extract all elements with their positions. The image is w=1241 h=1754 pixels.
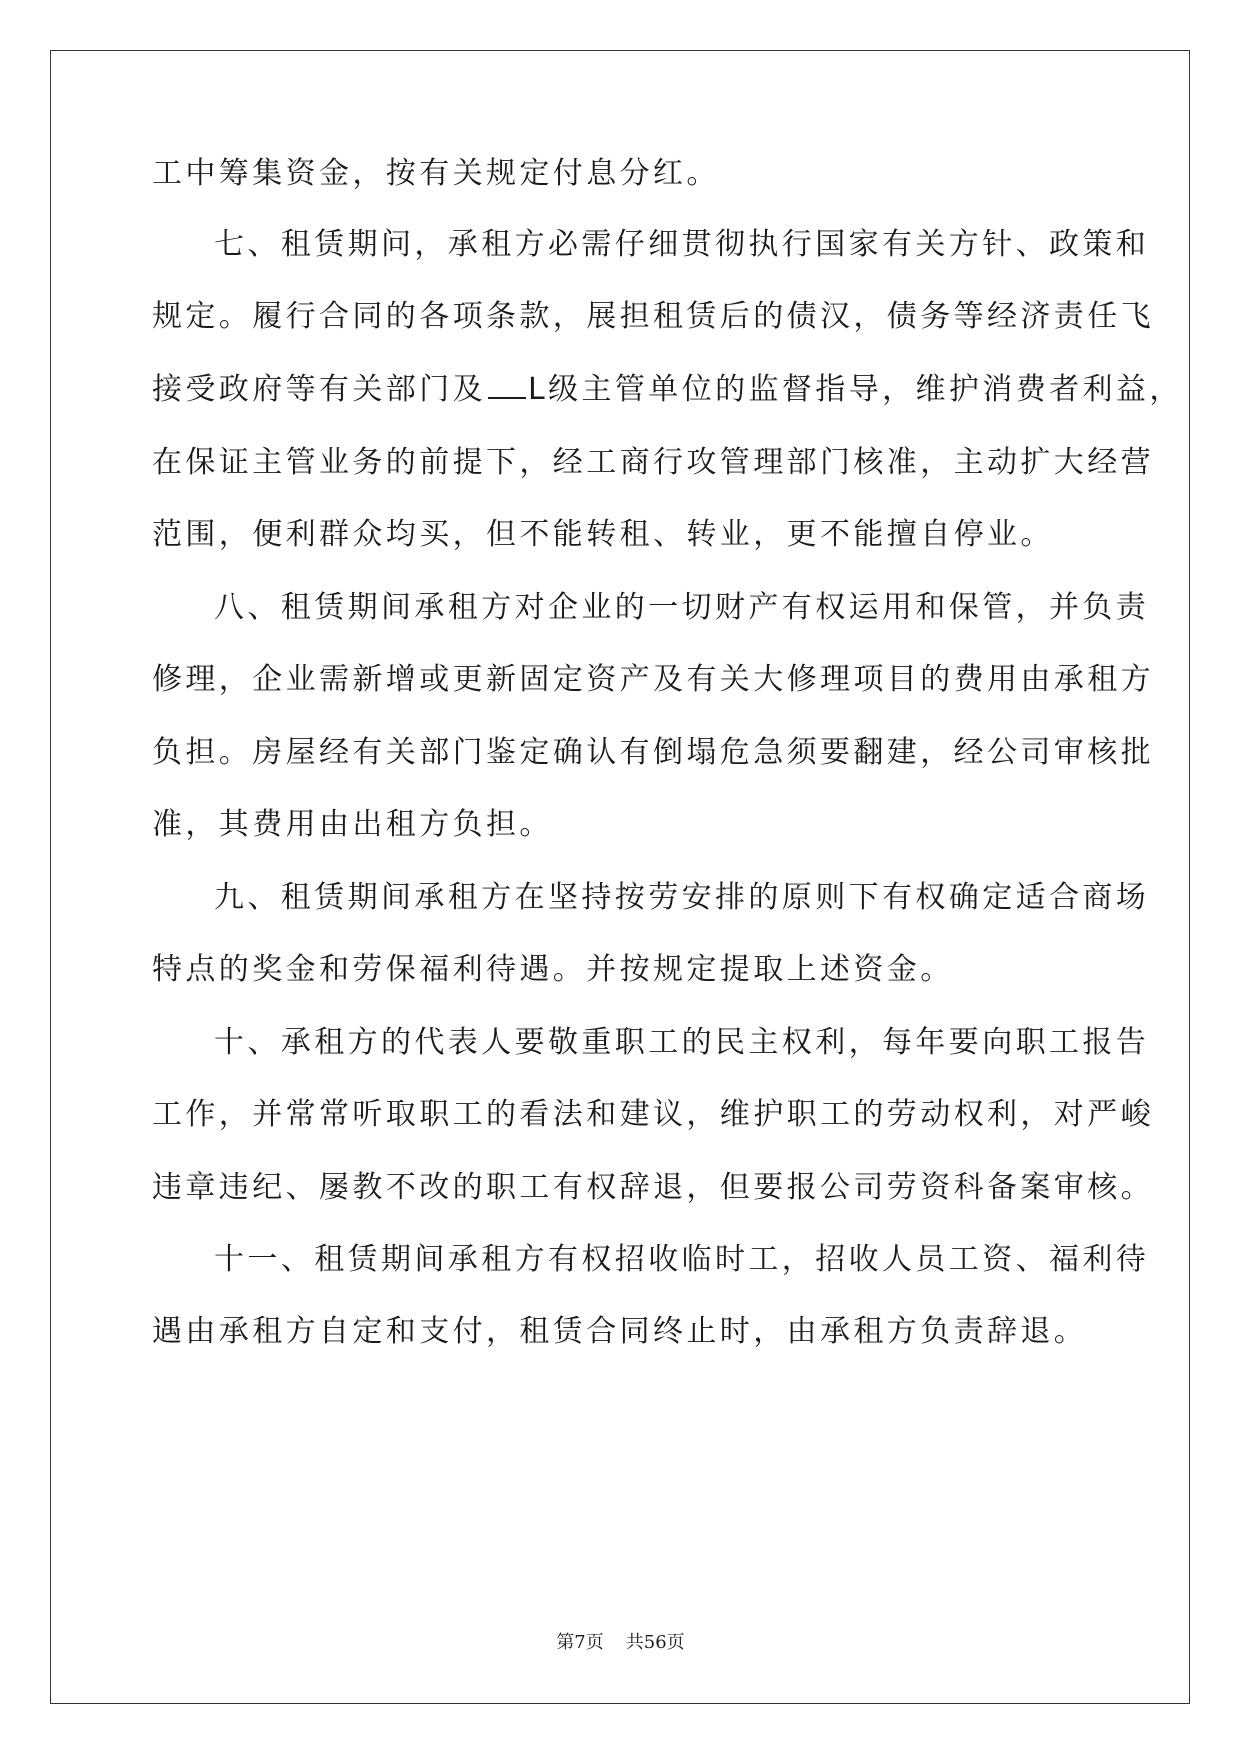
fill-in-blank	[488, 371, 526, 399]
text-line: 遇由承租方自定和支付，租赁合同终止时，由承租方负责辞退。	[152, 1314, 1088, 1349]
page-footer	[0, 1632, 1241, 1654]
text-segment: L级主管单位的监督指导，维护消费者利益，	[528, 372, 1183, 407]
page-number: 第7页	[556, 1632, 604, 1653]
text-line	[152, 370, 1183, 410]
text-segment: 接受政府等有关部门及	[152, 372, 486, 407]
text-line: 七、租赁期问，承租方必需仔细贯彻执行国家有关方针、政策和	[214, 227, 1150, 262]
text-line: 修理，企业需新增或更新固定资产及有关大修理项目的费用由承租方	[152, 662, 1154, 697]
text-line: 十一、租赁期间承租方有权招收临时工，招收人员工资、福利待	[214, 1242, 1150, 1277]
text-line: 工中筹集资金，按有关规定付息分红。	[152, 156, 720, 191]
text-line: 违章违纪、屡教不改的职工有权辞退，但要报公司劳资科备案审核。	[152, 1170, 1154, 1205]
text-line: 八、租赁期间承租方对企业的一切财产有权运用和保管，并负责	[214, 590, 1150, 625]
text-line: 负担。房屋经有关部门鉴定确认有倒塌危急须要翻建，经公司审核批	[152, 735, 1154, 770]
text-line: 准，其费用由出租方负担。	[152, 807, 553, 842]
text-line: 规定。履行合同的各项条款，展担租赁后的债汉，债务等经济责任飞	[152, 299, 1154, 334]
text-line: 特点的奖金和劳保福利待遇。并按规定提取上述资金。	[152, 952, 954, 987]
text-line: 工作，并常常听取职工的看法和建议，维护职工的劳动权利，对严峻	[152, 1097, 1154, 1132]
text-line: 在保证主管业务的前提下，经工商行攻管理部门核准，主动扩大经营	[152, 445, 1154, 480]
text-line: 九、租赁期间承租方在坚持按劳安排的原则下有权确定适合商场	[214, 880, 1150, 915]
text-line: 十、承租方的代表人要敬重职工的民主权利，每年要向职工报告	[214, 1025, 1150, 1060]
page-total: 共56页	[625, 1632, 685, 1653]
text-line: 范围，便利群众均买，但不能转租、转业，更不能擅自停业。	[152, 517, 1054, 552]
